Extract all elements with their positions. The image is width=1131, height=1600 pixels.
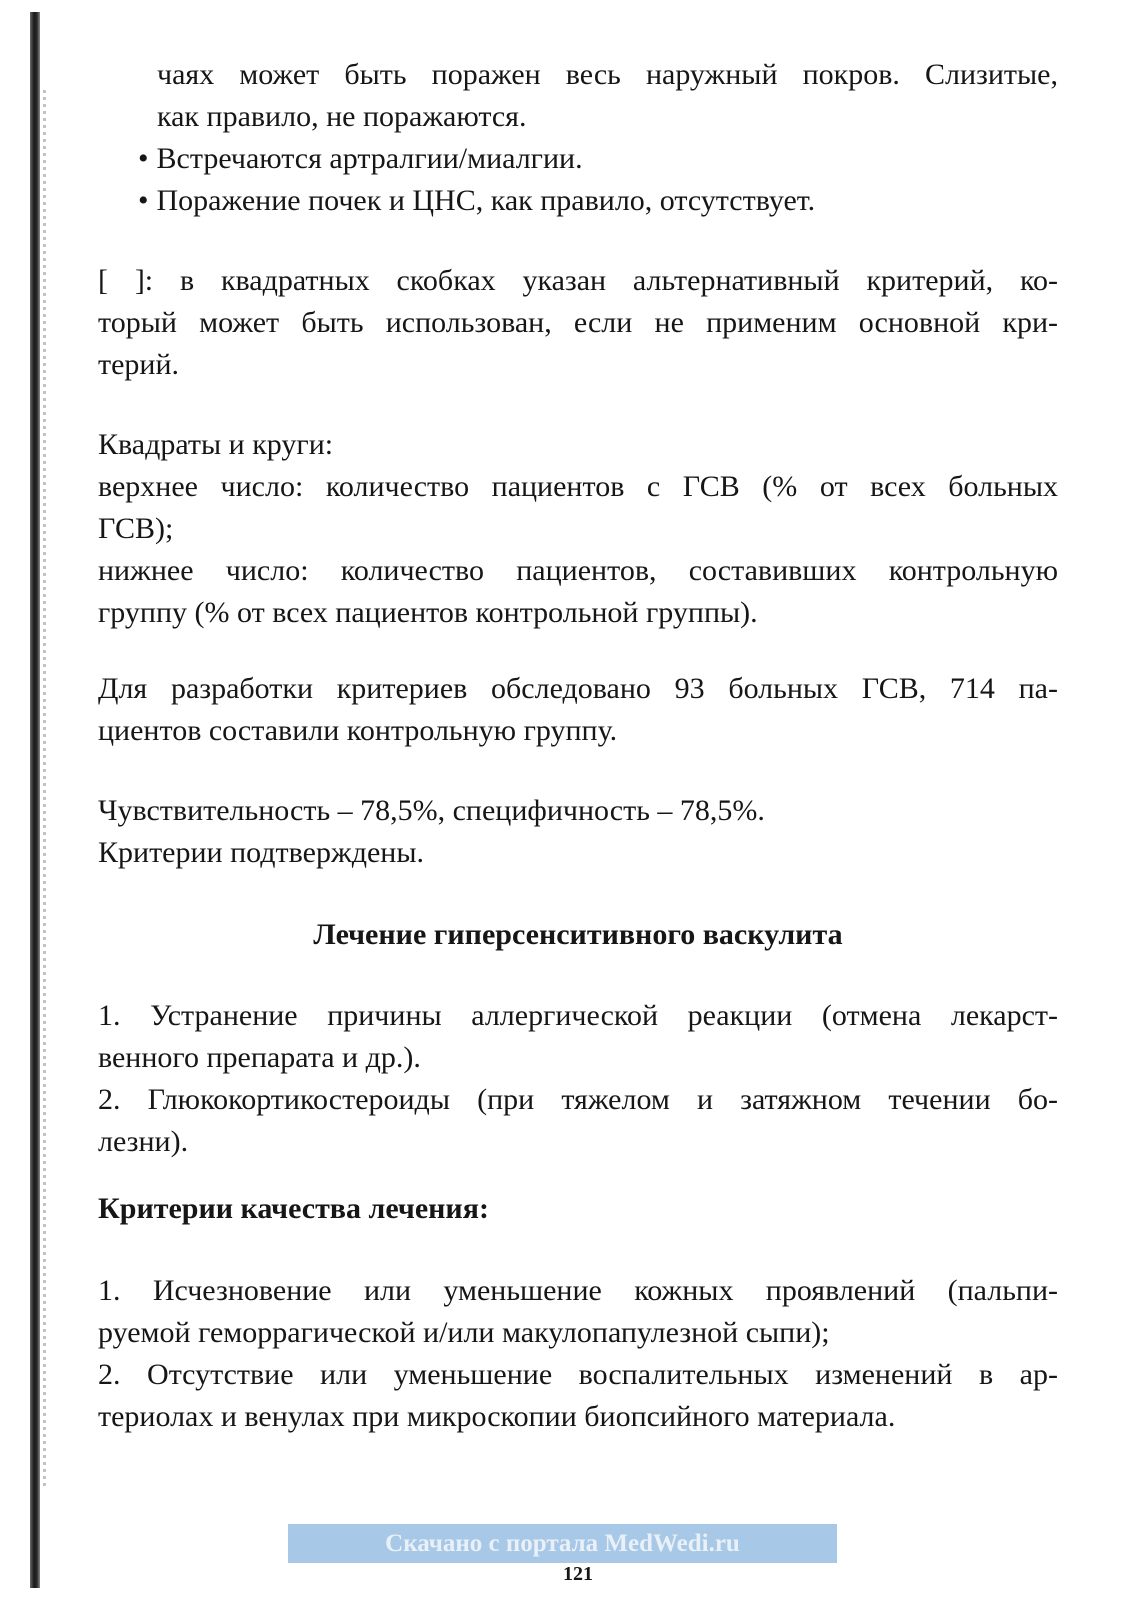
download-source-banner: Скачано с портала MedWedi.ru <box>288 1524 837 1563</box>
quality-line-3: 2. Отсутствие или уменьшение воспалительных изменений в ар- <box>98 1358 1058 1391</box>
continued-section <box>98 54 1058 222</box>
treatment-section-title: Лечение гиперсенситивного васкулита <box>313 918 843 951</box>
alternative-criterion-note <box>98 260 1058 386</box>
study-line-2: циентов составили контрольную группу. <box>98 714 618 747</box>
legend-line-3: нижнее число: количество пациентов, составивших контрольную <box>98 554 1058 587</box>
page-spine-edge <box>43 90 46 1490</box>
study-description <box>98 668 1058 752</box>
stats-line-2: Критерии подтверждены. <box>98 836 424 869</box>
bullet-item <box>98 180 1058 222</box>
treatment-line-2: венного препарата и др.). <box>98 1041 421 1074</box>
quality-line-2: руемой геморрагической и/или макулопапулезной сыпи); <box>98 1316 830 1349</box>
note-line-2: торый может быть использован, если не применим основной кри- <box>98 306 1058 339</box>
continued-line-1: чаях может быть поражен весь наружный покров. Слизитые, <box>157 58 1058 91</box>
bullet-dot-icon: • <box>138 142 149 175</box>
legend-line-4: группу (% от всех пациентов контрольной группы). <box>98 596 758 629</box>
quality-line-1: 1. Исчезновение или уменьшение кожных проявлений (пальпи- <box>98 1274 1058 1307</box>
treatment-line-1: 1. Устранение причины аллергической реакции (отмена лекарст- <box>98 999 1058 1032</box>
note-line-3: терий. <box>98 348 180 381</box>
legend-heading: Квадраты и круги: <box>98 428 334 461</box>
statistics-paragraph <box>98 790 1058 874</box>
quality-line-4: териолах и венулах при микроскопии биопсийного материала. <box>98 1400 896 1433</box>
continued-line-2: как правило, не поражаются. <box>157 100 527 133</box>
stats-line-1: Чувствительность – 78,5%, специфичность – 78,5%. <box>98 794 765 827</box>
treatment-line-4: лезни). <box>98 1125 189 1158</box>
bullet-item <box>98 138 1058 180</box>
study-line-1: Для разработки критериев обследовано 93 больных ГСВ, 714 па- <box>98 672 1058 705</box>
squares-and-circles-legend <box>98 424 1058 634</box>
bullet-text: Поражение почек и ЦНС, как правило, отсутствует. <box>156 184 816 217</box>
bullet-text: Встречаются артралгии/миалгии. <box>156 142 583 175</box>
bullet-dot-icon: • <box>138 184 149 217</box>
page-number: 121 <box>563 1563 593 1585</box>
legend-line-1: верхнее число: количество пациентов с ГСВ (% от всех больных <box>98 470 1058 503</box>
treatment-list <box>98 995 1058 1163</box>
treatment-line-3: 2. Глюкокортикостероиды (при тяжелом и затяжном течении бо- <box>98 1083 1058 1116</box>
note-line-1: [ ]: в квадратных скобках указан альтернативный критерий, ко- <box>98 264 1058 297</box>
legend-line-2: ГСВ); <box>98 512 174 545</box>
page-spine-shadow <box>30 12 40 1588</box>
quality-criteria-title: Критерии качества лечения: <box>98 1192 489 1225</box>
quality-criteria-list <box>98 1270 1058 1438</box>
